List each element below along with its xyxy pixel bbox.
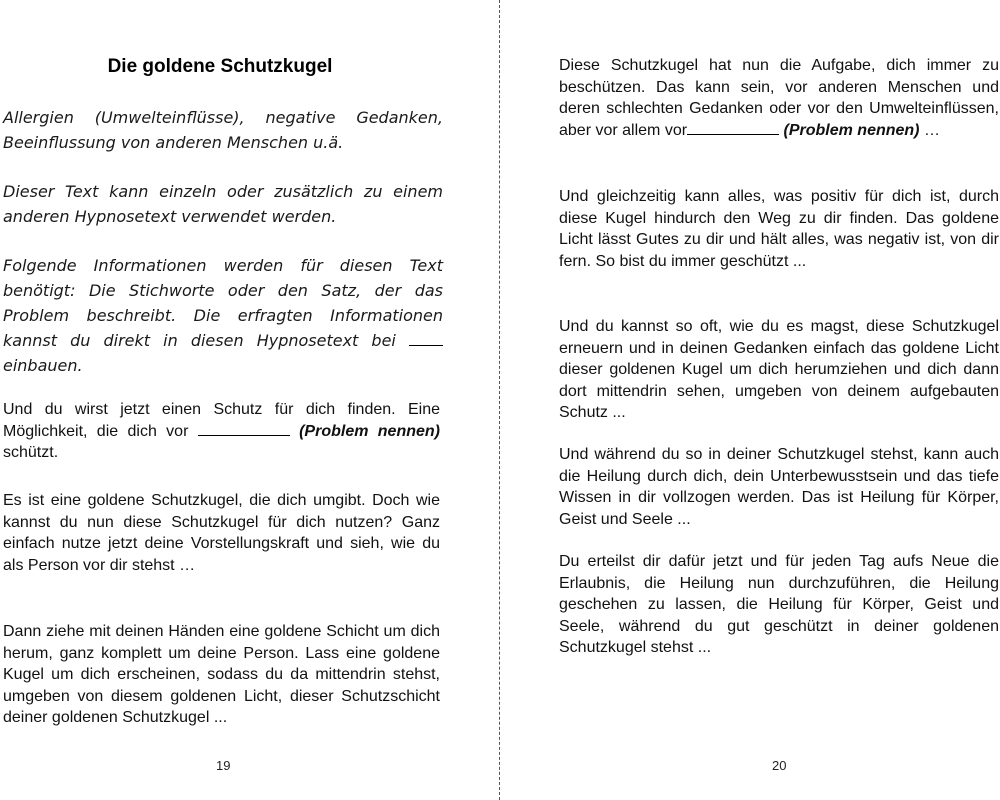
intro-topics: Allergien (Umwelteinflüsse), negative Gedanken, Beeinflussung von anderen Menschen u.ä. [3, 108, 443, 152]
intro-required-info [3, 253, 443, 378]
left-paragraph-1-end: schützt. [3, 444, 59, 461]
page-title: Die goldene Schutzkugel [107, 56, 333, 77]
page-number-right: 20 [772, 758, 787, 773]
right-paragraph-1-end: … [923, 121, 940, 139]
fill-in-blank [198, 433, 290, 436]
intro-usage-note: Dieser Text kann einzeln oder zusätzlich zu einem anderen Hypnosetext verwendet werden. [3, 182, 443, 226]
problem-placeholder: (Problem nennen) [783, 121, 920, 139]
left-paragraph-3: Dann ziehe mit deinen Händen eine goldene Schicht um dich herum, ganz komplett um deine Person. Lass eine goldene Kugel um dich erscheinen, sodass du da mittendrin stehst, umgeben von diesem goldenen Licht, dieser Schutzschicht deiner goldenen Schutzkugel ... [3, 623, 440, 726]
right-paragraph-1 [559, 55, 999, 141]
left-paragraph-2: Es ist eine goldene Schutzkugel, die dich umgibt. Doch wie kannst du nun diese Schutzkugel für dich nutzen? Ganz einfach nutze jetzt deine Vorstellungskraft und sieh, wie du als Person vor dir stehst … [3, 492, 440, 574]
intro-required-info-end: einbauen. [3, 356, 83, 375]
fill-in-blank [409, 343, 443, 346]
right-paragraph-5: Du erteilst dir dafür jetzt und für jeden Tag aufs Neue die Erlaubnis, die Heilung nun durchzuführen, die Heilung geschehen zu lassen, die Heilung für Körper, Geist und Seele, während du gut geschützt in deiner goldenen Schutzkugel stehst ... [559, 553, 999, 656]
left-paragraph-1 [3, 399, 440, 464]
right-page [500, 0, 1000, 800]
right-paragraph-4: Und während du so in deiner Schutzkugel stehst, kann auch die Heilung durch dich, dein Unterbewusstsein und das tiefe Wissen in dir vollzogen werden. Das ist Heilung für Körper, Geist und Seele ... [559, 446, 999, 528]
page-number-left: 19 [216, 758, 231, 773]
problem-placeholder: (Problem nennen) [299, 422, 440, 440]
fill-in-blank [687, 132, 779, 135]
right-paragraph-2: Und gleichzeitig kann alles, was positiv für dich ist, durch diese Kugel hindurch den Weg zu dir finden. Das goldene Licht lässt Gutes zu dir und hält alles, was negativ ist, von dir fern. So bist du immer geschützt ... [559, 188, 999, 270]
right-paragraph-1-start: Diese Schutzkugel hat nun die Aufgabe, dich immer zu beschützen. Das kann sein, vor anderen Menschen und deren schlechten Gedanken oder vor den Umwelteinflüssen, aber vor allem vor [559, 57, 999, 139]
intro-required-info-text: Folgende Informationen werden für diesen Text benötigt: Die Stichworte oder den Satz, der das Problem beschreibt. Die erfragten Informationen kannst du direkt in diesen Hypnosetext bei [3, 256, 443, 350]
left-paragraph-1-start: Und du wirst jetzt einen Schutz für dich finden. Eine Möglichkeit, die dich vor [3, 401, 440, 440]
right-paragraph-3: Und du kannst so oft, wie du es magst, diese Schutzkugel erneuern und in deinen Gedanken einfach das goldene Licht dieser goldenen Kugel um dich herumziehen und dich dann dort mittendrin sehen, umgeben von deinem aufgebauten Schutz ... [559, 318, 999, 421]
